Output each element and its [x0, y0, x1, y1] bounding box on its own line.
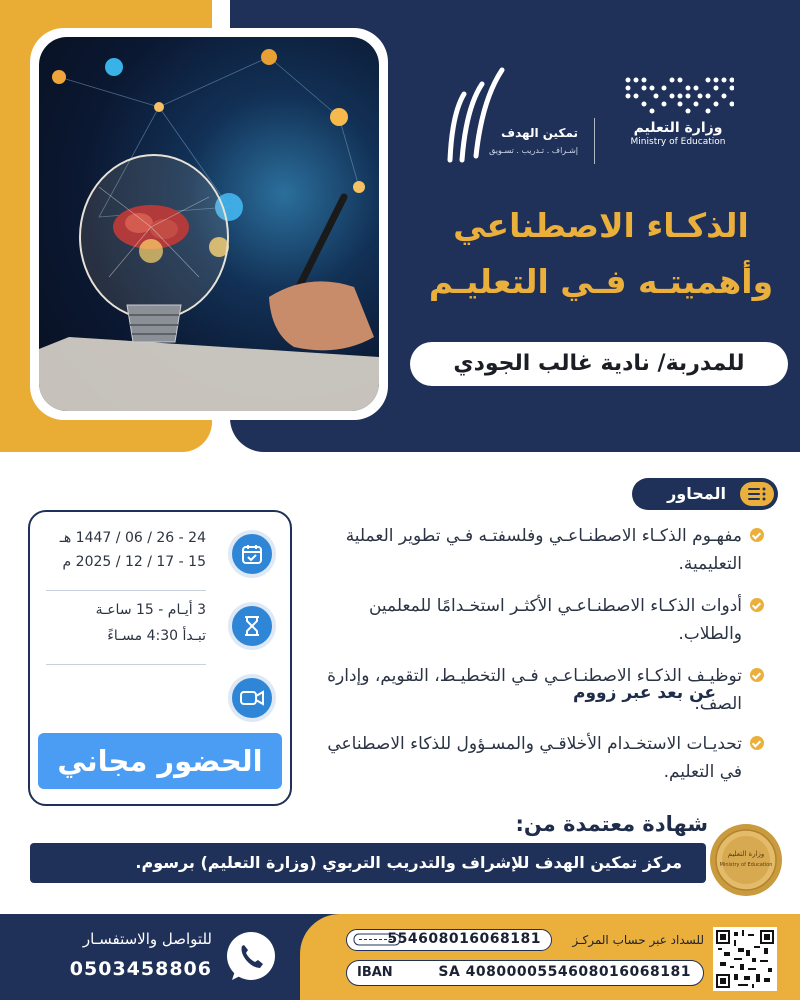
iban-label: IBAN [357, 965, 393, 980]
ministry-name-ar: وزارة التعليم [633, 120, 723, 136]
iban-number: SA 4080000554608016068181 [438, 964, 691, 980]
badge-text-en: Ministry of Education [719, 862, 773, 868]
certificate-heading: شهادة معتمدة من: [515, 812, 708, 836]
center-name: تمكين الهدف [501, 126, 578, 140]
certificate-issuer: مركز تمكين الهدف للإشراف والتدريب التربوي (وزارة التعليم) برسوم. [30, 843, 706, 883]
ministry-dots-emblem [622, 74, 734, 114]
calendar-icon [228, 530, 276, 578]
ministry-logo [620, 74, 736, 147]
tamkeen-logo [438, 64, 578, 174]
badge-text-ar: وزارة التعليم [727, 850, 765, 858]
duration: 3 أيـام - 15 ساعـة [95, 602, 206, 618]
check-bullet-icon [750, 598, 764, 612]
divider [46, 590, 206, 591]
divider [46, 664, 206, 665]
topic-item [324, 730, 764, 786]
center-tagline: إشـراف . تـدريب . تسـويق [489, 146, 578, 155]
hero-photo-lightbulb [39, 37, 379, 411]
contact-phone[interactable]: 0503458806 [69, 958, 212, 980]
topic-item [324, 592, 764, 648]
topic-text: تحديـات الاستخـدام الأخلاقـي والمسـؤول للذكاء الاصطناعي في التعليم. [327, 734, 742, 782]
start-time: تبـدأ 4:30 مسـاءً [107, 628, 206, 644]
payment-label: للسداد عبر حساب المركـز [572, 933, 704, 947]
axes-heading [632, 478, 778, 510]
check-bullet-icon [750, 668, 764, 682]
certificate-badge [708, 822, 784, 898]
lightbulb-brain-illustration [39, 37, 379, 411]
check-bullet-icon [750, 736, 764, 750]
ministry-name-en: Ministry of Education [630, 137, 726, 147]
hourglass-icon [228, 602, 276, 650]
topic-item [324, 522, 764, 578]
topic-text: أدوات الذكـاء الاصطنـاعـي الأكثـر استخـدامًا للمعلمين والطلاب. [368, 596, 742, 644]
whatsapp-icon[interactable] [222, 928, 280, 986]
course-title-line1: الذكـاء الاصطناعي [453, 206, 749, 245]
account-number: 554608016068181 [387, 931, 541, 947]
list-icon [740, 482, 774, 506]
account-number-field [346, 929, 552, 951]
delivery-mode: عن بعد عبر زووم [573, 683, 716, 703]
course-title-line2: وأهميتـه فـي التعليـم [428, 262, 774, 301]
axes-label: المحاور [667, 484, 726, 503]
logo-divider [594, 118, 595, 164]
free-attendance-banner: الحضور مجاني [38, 733, 282, 789]
topic-text: مفهـوم الذكـاء الاصطنـاعـي وفلسفتـه فـي تطوير العملية التعليمية. [345, 526, 742, 574]
contact-label: للتواصل والاستفسـار [82, 930, 212, 948]
iban-field [346, 960, 704, 986]
hijri-dates: 24 - 26 / 06 / 1447 هـ [59, 530, 206, 546]
gregorian-dates: 15 - 17 / 12 / 2025 م [62, 554, 206, 570]
qr-code[interactable] [713, 927, 777, 991]
topic-text: توظيـف الذكـاء الاصطنـاعـي فـي التخطيـط، التقويم، وإدارة الصف. [327, 666, 742, 714]
video-camera-icon [228, 674, 276, 722]
trainer-name: للمدربة/ نادية غالب الجودي [410, 342, 788, 386]
hero-photo-frame [30, 28, 388, 420]
check-bullet-icon [750, 528, 764, 542]
